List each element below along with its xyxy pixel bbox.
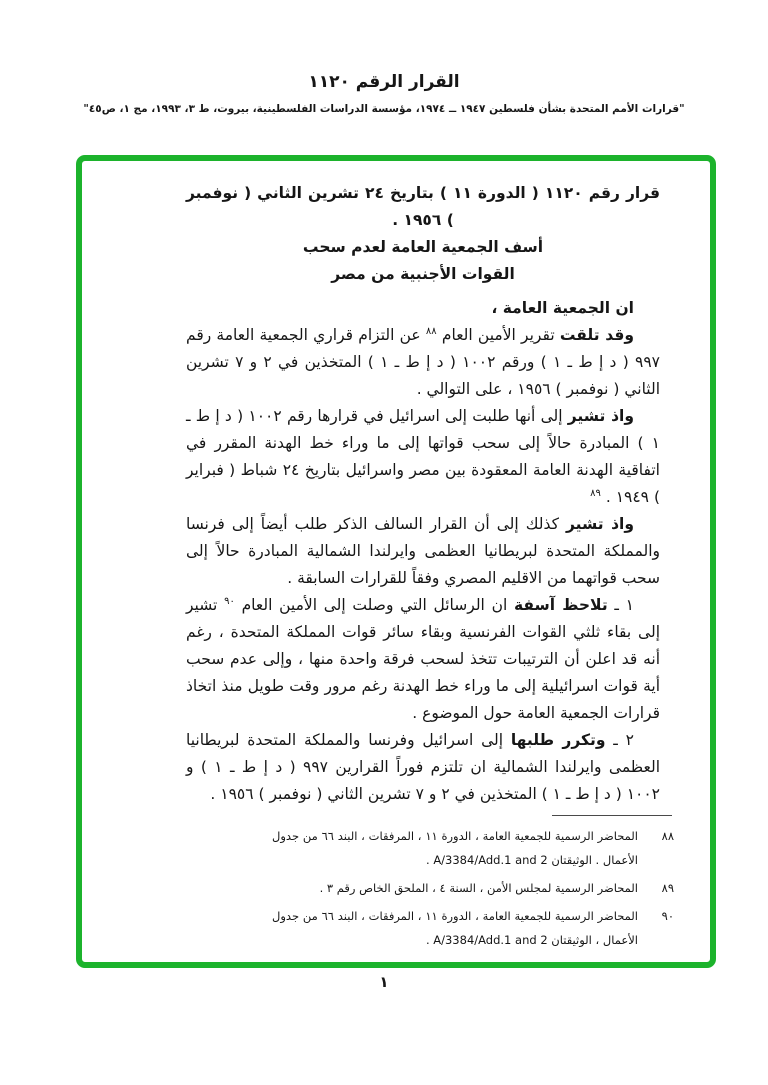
- preamble-paragraph-2: واذ تشير إلى أنها طلبت إلى اسرائيل في قرارها رقم ١٠٠٢ ( د إ ط ـ ١ ) المبادرة حالاً إلى سحب قواتها إلى ما وراء خط الهدنة المقرر في اتفاقية الهدنة العامة المعقودة بين مصر واسرائيل بتاريخ ٢٤ شباط ( فبراير ) ١٩٤٩ . $^{٨٩}$: [186, 407, 660, 506]
- preamble-paragraph-1: وقد تلقت تقرير الأمين العام $^{٨٨}$ عن التزام قراري الجمعية العامة رقم ٩٩٧ ( د إ ط ـ ١ ) ورقم ١٠٠٢ ( د إ ط ـ ١ ) المتخذين في ٢ و ٧ تشرين الثاني ( نوفمبر ) ١٩٥٦ ، على التوالي .: [186, 325, 660, 398]
- resolution-paragraphs: [186, 180, 660, 808]
- resolution-heading: قرار رقم ١١٢٠ ( الدورة ١١ ) بتاريخ ٢٤ تشرين الثاني ( نوفمبر ) ١٩٥٦ .: [186, 184, 661, 229]
- preamble-paragraph-3: واذ تشير كذلك إلى أن القرار السالف الذكر طلب أيضاً إلى فرنسا والمملكة المتحدة لبريطانيا العظمى وايرلندا الشمالية المبادرة حالاً إلى سحب قواتهما من الاقليم المصري وفقاً للقرارات السابقة .: [186, 515, 660, 587]
- footnote-text: المحاضر الرسمية للجمعية العامة ، الدورة ١١ ، المرفقات ، البند ٦٦ من جدول الأعمال ، الوثيقتان A/3384/Add.1 and 2 .: [272, 909, 639, 947]
- footnote-marker: ٨٩: [661, 881, 674, 895]
- footnote-1: [272, 824, 674, 872]
- footnote-text: المحاضر الرسمية للجمعية العامة ، الدورة ١١ ، المرفقات ، البند ٦٦ من جدول الأعمال . الوثيقتان A/3384/Add.1 and 2 .: [272, 829, 639, 867]
- resolution-subtitle-line-2: القوات الأجنبية من مصر: [331, 265, 515, 283]
- operative-paragraph-1: ١ ـ تلاحظ آسفة ان الرسائل التي وصلت إلى الأمين العام $^{٩٠}$ تشير إلى بقاء ثلثي القوات الفرنسية وبقاء سائر قوات المملكة المتحدة ، رغم أنه قد اعلن أن الترتيبات تتخذ لسحب فرقة واحدة منها ، وإلى عدم سحب أية قوات اسرائيلية إلى ما وراء خط الهدنة رغم مرور وقت طويل منذ اتخاذ قرارات الجمعية العامة حول الموضوع .: [186, 595, 660, 722]
- footnote-separator: [552, 815, 672, 816]
- footnotes-list: [272, 824, 674, 952]
- footnote-text: المحاضر الرسمية لمجلس الأمن ، السنة ٤ ، الملحق الخاص رقم ٣ .: [319, 881, 638, 895]
- footnotes-section: [272, 815, 674, 956]
- operative-paragraph-2: ٢ ـ وتكرر طلبها إلى اسرائيل وفرنسا والمملكة المتحدة لبريطانيا العظمى وايرلندا الشمالية ان تلتزم فوراً القرارين ٩٩٧ ( د إ ط ـ ١ ) و ١٠٠٢ ( د إ ط ـ ١ ) المتخذين في ٢ و ٧ تشرين الثاني ( نوفمبر ) ١٩٥٦ .: [186, 731, 661, 803]
- preamble-opener: ان الجمعية العامة ،: [491, 299, 634, 317]
- resolution-frame: [76, 155, 716, 968]
- source-citation: "قرارات الأمم المتحدة بشأن فلسطين ١٩٤٧ ــ ١٩٧٤، مؤسسة الدراسات الفلسطينية، بيروت، ط ٣، ١٩٩٣، مج ١، ص٤٥": [83, 103, 685, 115]
- page-title: القرار الرقم ١١٢٠: [308, 72, 460, 92]
- footnote-3: [272, 904, 674, 952]
- resolution-subtitle-line-1: أسف الجمعية العامة لعدم سحب: [302, 238, 544, 256]
- footnote-2: [272, 876, 674, 900]
- footnote-marker: ٩٠: [661, 909, 674, 923]
- document-header: [0, 72, 768, 115]
- footnote-marker: ٨٨: [661, 829, 674, 843]
- page-number: ١: [379, 973, 389, 991]
